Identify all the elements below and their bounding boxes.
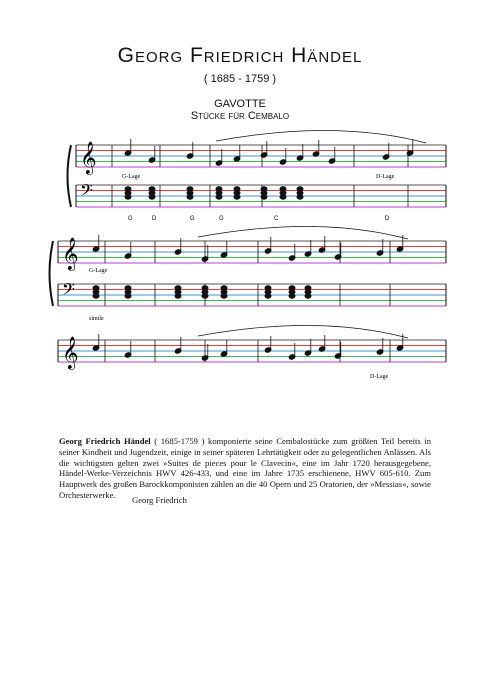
biography-body: ( 1685-1759 ) komponierte seine Cembalostücke zum größten Teil bereits in seiner Kindheit und Jugendzeit, einige in seiner späteren Lehrtätigkeit oder zu gelegentlichen Anlässen. Als die wichtigsten gelten zwei »Suites de pieces pour le Clavecin«, eine im Jahr 1720 herausgegebene, Händel-Werke-Verzeichnis HWV 426-433, und eine im Jahre 1735 erschienene, HWV 605-610. Zum Hauptwerk des großen Barockkomponisten zählen an die 40 Opern und 25 Oratorien, der »Messias«, sowie Orchesterwerke.	[59, 436, 431, 500]
treble-staff	[58, 237, 446, 271]
simile-label: simile	[89, 316, 104, 322]
chord-symbol: C	[274, 216, 279, 222]
music-note	[124, 242, 131, 259]
bass-clef-icon: 𝄢	[80, 180, 93, 204]
brace-icon	[50, 241, 54, 306]
bass-chord	[280, 187, 286, 199]
bass-chord	[261, 187, 267, 199]
bass-clef-icon: 𝄢	[62, 279, 75, 303]
music-note	[215, 149, 222, 166]
music-note	[220, 241, 227, 258]
bass-chord	[149, 187, 155, 199]
bass-chord	[305, 286, 311, 298]
bass-chord	[297, 187, 303, 199]
music-note	[304, 339, 311, 356]
bass-chord	[289, 286, 295, 298]
brace-icon	[68, 145, 72, 207]
bass-chord	[175, 286, 181, 298]
position-label-g1: G-Lage	[122, 174, 141, 180]
music-note	[318, 236, 325, 253]
print-smudge	[190, 489, 390, 499]
music-note	[406, 139, 413, 156]
music-note	[260, 141, 267, 158]
position-label-d3: D-Lage	[370, 374, 389, 380]
composer-years: ( 1685 - 1759 )	[203, 73, 277, 85]
music-note	[92, 235, 99, 252]
chord-symbol: G	[128, 216, 133, 222]
slur	[198, 325, 408, 338]
music-note	[382, 143, 389, 160]
slur	[216, 130, 426, 143]
bass-chord	[93, 286, 99, 298]
music-note	[318, 335, 325, 352]
music-note	[312, 140, 319, 157]
piece-title: GAVOTTE	[214, 98, 266, 110]
treble-clef-icon: 𝄞	[80, 141, 97, 174]
music-note	[148, 146, 155, 163]
bass-chord	[221, 286, 227, 298]
treble-clef-icon: 𝄞	[62, 336, 79, 369]
music-note	[296, 144, 303, 161]
bass-chord	[187, 187, 193, 199]
music-note	[304, 240, 311, 257]
position-label-g2: G-Lage	[89, 268, 108, 274]
music-note	[264, 237, 271, 254]
music-score	[0, 130, 480, 390]
bass-chord	[125, 187, 131, 199]
music-note	[124, 341, 131, 358]
chord-symbol: G	[219, 216, 224, 222]
bass-staff	[58, 279, 446, 306]
music-note	[220, 340, 227, 357]
music-note	[334, 342, 341, 359]
bass-chord	[202, 286, 208, 298]
position-label-d1: D-Lage	[376, 174, 395, 180]
music-note	[376, 338, 383, 355]
piece-subtitle: Stücke für Cembalo	[190, 110, 290, 122]
bass-chord	[234, 187, 240, 199]
signature-text: Georg Friedrich	[132, 495, 187, 505]
music-note	[376, 239, 383, 256]
music-note	[334, 243, 341, 260]
slur	[198, 226, 408, 239]
music-note	[92, 334, 99, 351]
chord-symbol: G	[190, 216, 195, 222]
music-note	[328, 147, 335, 164]
chord-symbol: D	[385, 216, 390, 222]
bass-chord	[125, 286, 131, 298]
treble-staff	[76, 141, 446, 175]
composer-title: Georg Friedrich Händel	[117, 44, 363, 67]
bass-chord	[265, 286, 271, 298]
treble-clef-icon: 𝄞	[62, 237, 79, 270]
music-note	[264, 336, 271, 353]
biography-lead: Georg Friedrich Händel	[59, 436, 151, 446]
music-note	[233, 145, 240, 162]
treble-staff	[58, 336, 446, 370]
bass-chord	[216, 187, 222, 199]
music-note	[124, 139, 131, 156]
chord-symbol: D	[152, 216, 157, 222]
